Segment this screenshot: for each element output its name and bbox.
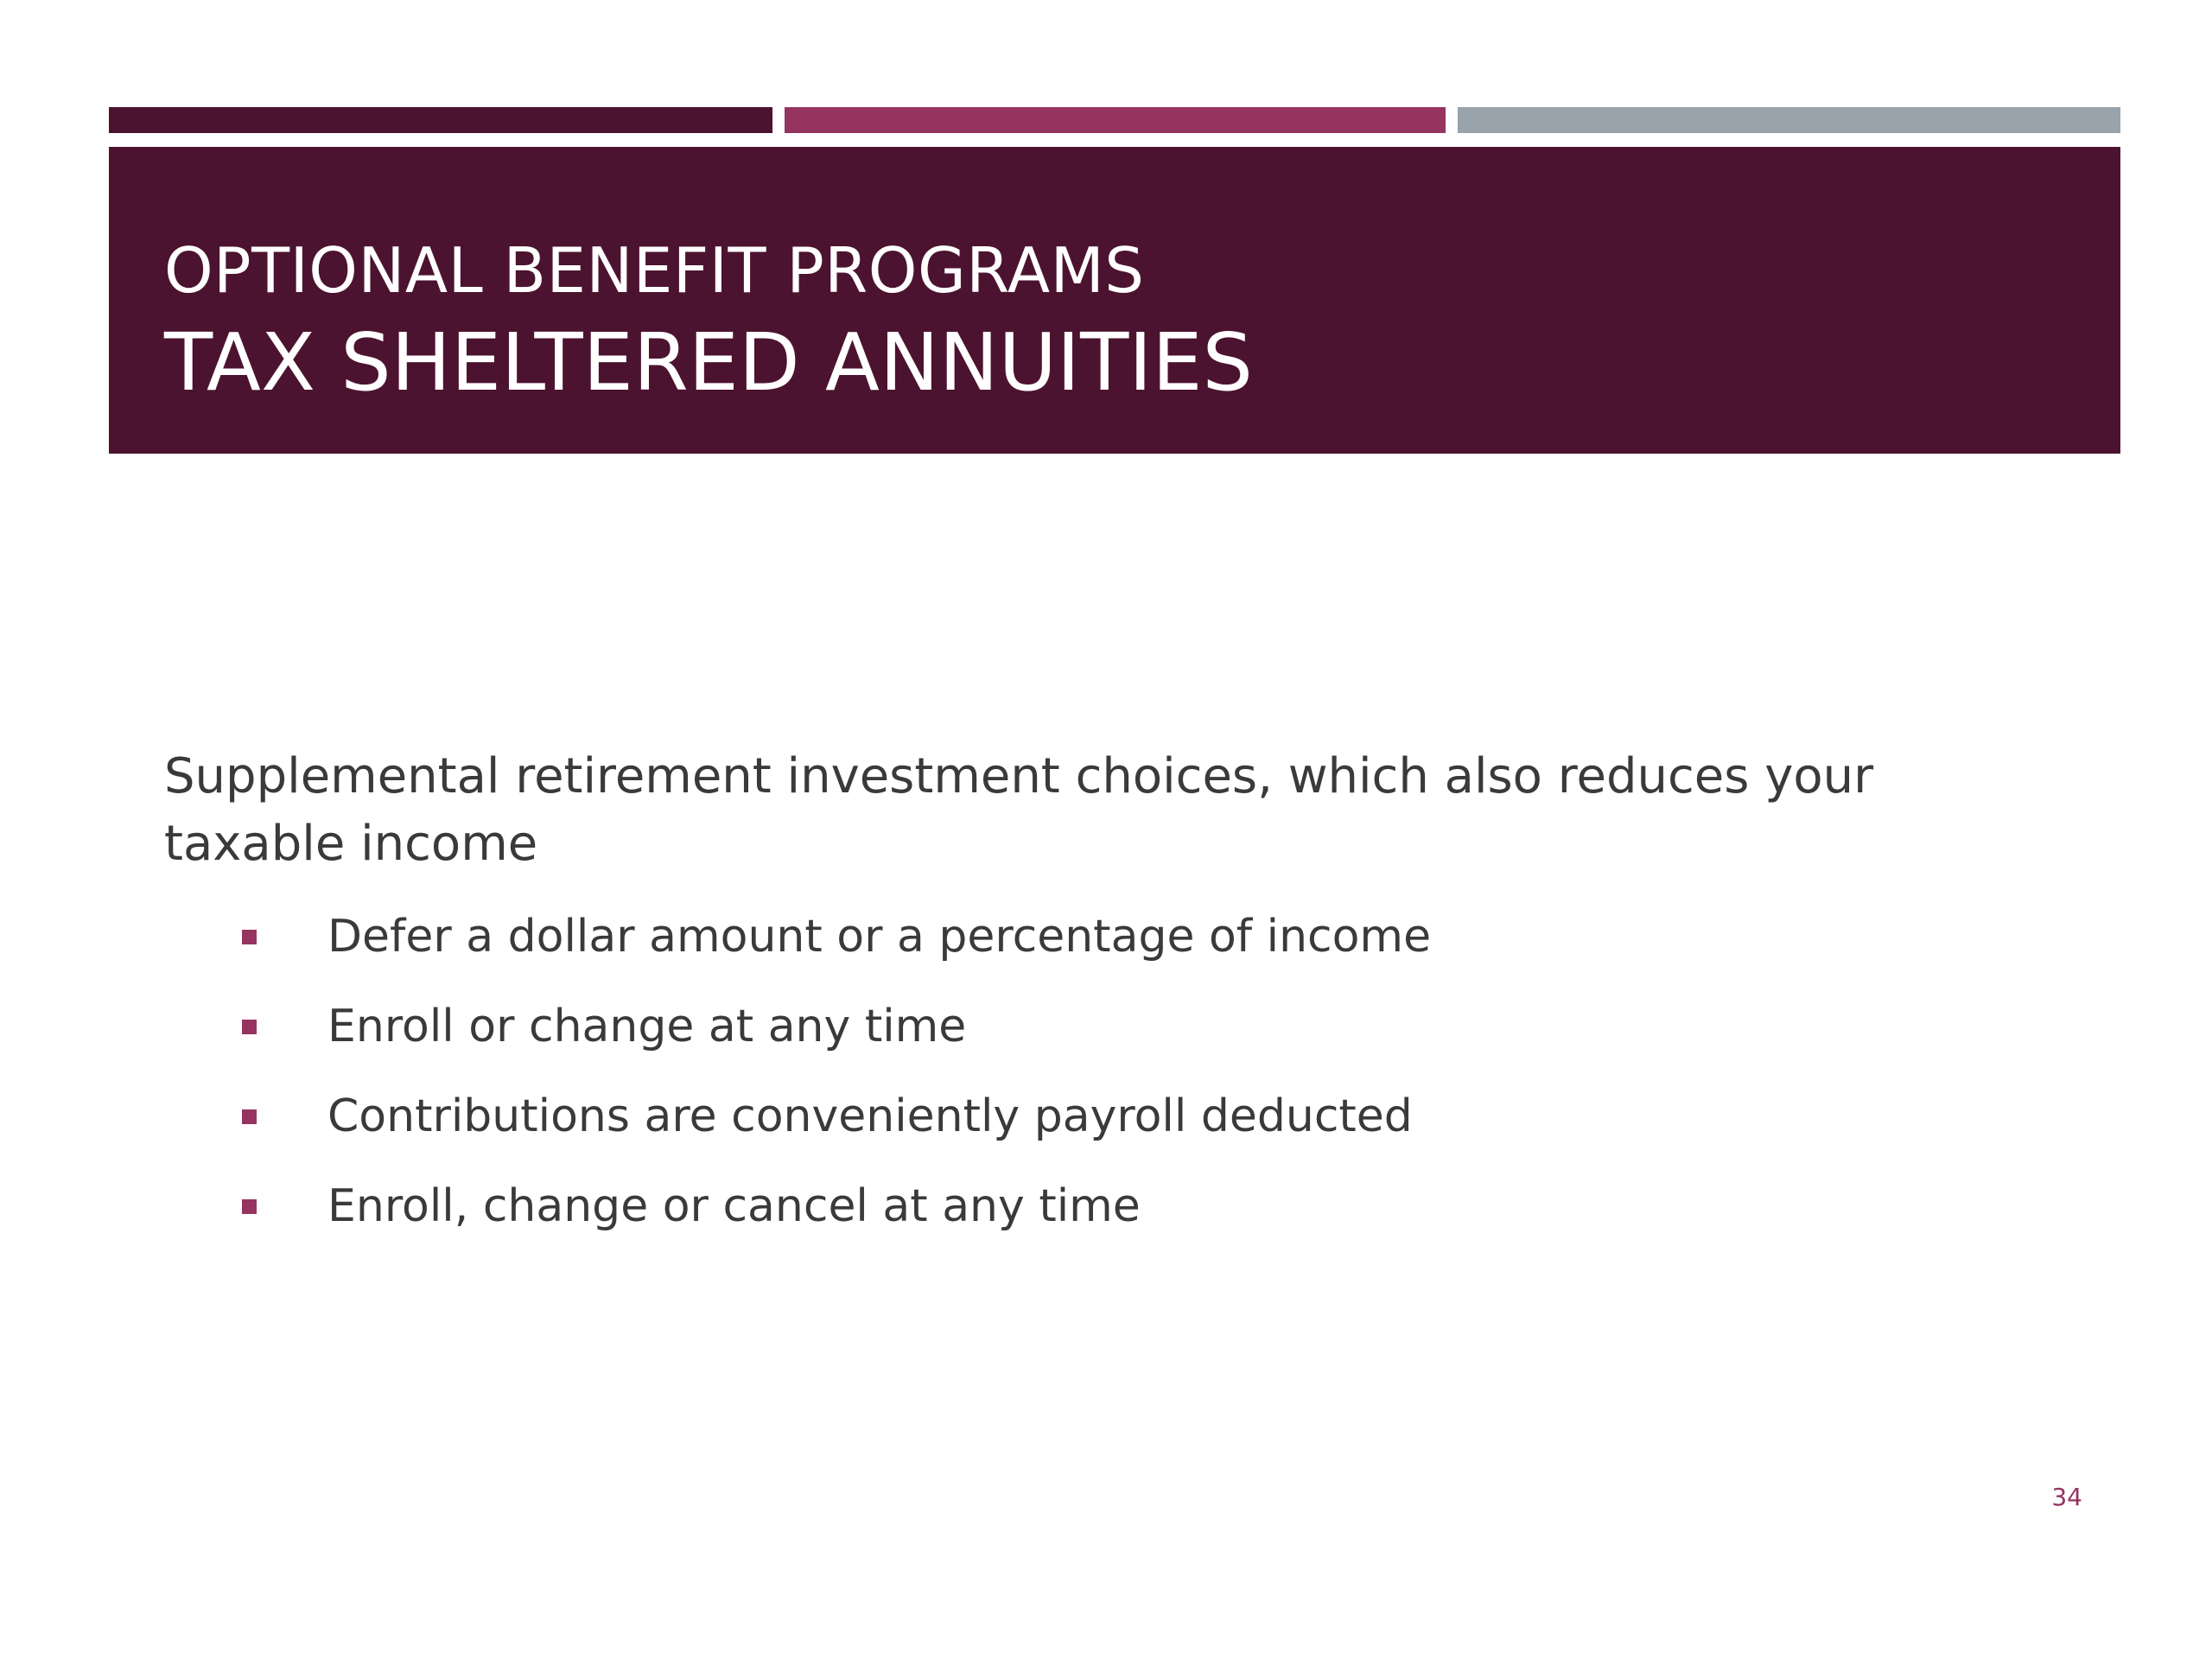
bullet-text: Contributions are conveniently payroll deducted bbox=[327, 1090, 1413, 1142]
square-bullet-icon bbox=[242, 1199, 257, 1214]
square-bullet-icon bbox=[242, 1109, 257, 1124]
slide-title: TAX SHELTERED ANNUITIES bbox=[164, 316, 1253, 409]
list-item bbox=[242, 1089, 1431, 1179]
square-bullet-icon bbox=[242, 930, 257, 944]
list-item bbox=[242, 1179, 1431, 1268]
title-band bbox=[109, 147, 2120, 454]
slide-subtitle: OPTIONAL BENEFIT PROGRAMS bbox=[164, 234, 1145, 307]
accent-bar-dark bbox=[109, 107, 772, 133]
bullet-list bbox=[242, 909, 1431, 1268]
body-paragraph: Supplemental retirement investment choices, which also reduces your taxable income bbox=[164, 748, 1874, 872]
accent-bar-magenta bbox=[785, 107, 1446, 133]
square-bullet-icon bbox=[242, 1020, 257, 1034]
list-item bbox=[242, 999, 1431, 1089]
bullet-text: Enroll or change at any time bbox=[327, 1001, 967, 1052]
accent-bar-gray bbox=[1458, 107, 2120, 133]
page-number: 34 bbox=[2051, 1483, 2082, 1511]
list-item bbox=[242, 909, 1431, 999]
bullet-text: Enroll, change or cancel at any time bbox=[327, 1180, 1141, 1232]
bullet-text: Defer a dollar amount or a percentage of income bbox=[327, 911, 1432, 963]
